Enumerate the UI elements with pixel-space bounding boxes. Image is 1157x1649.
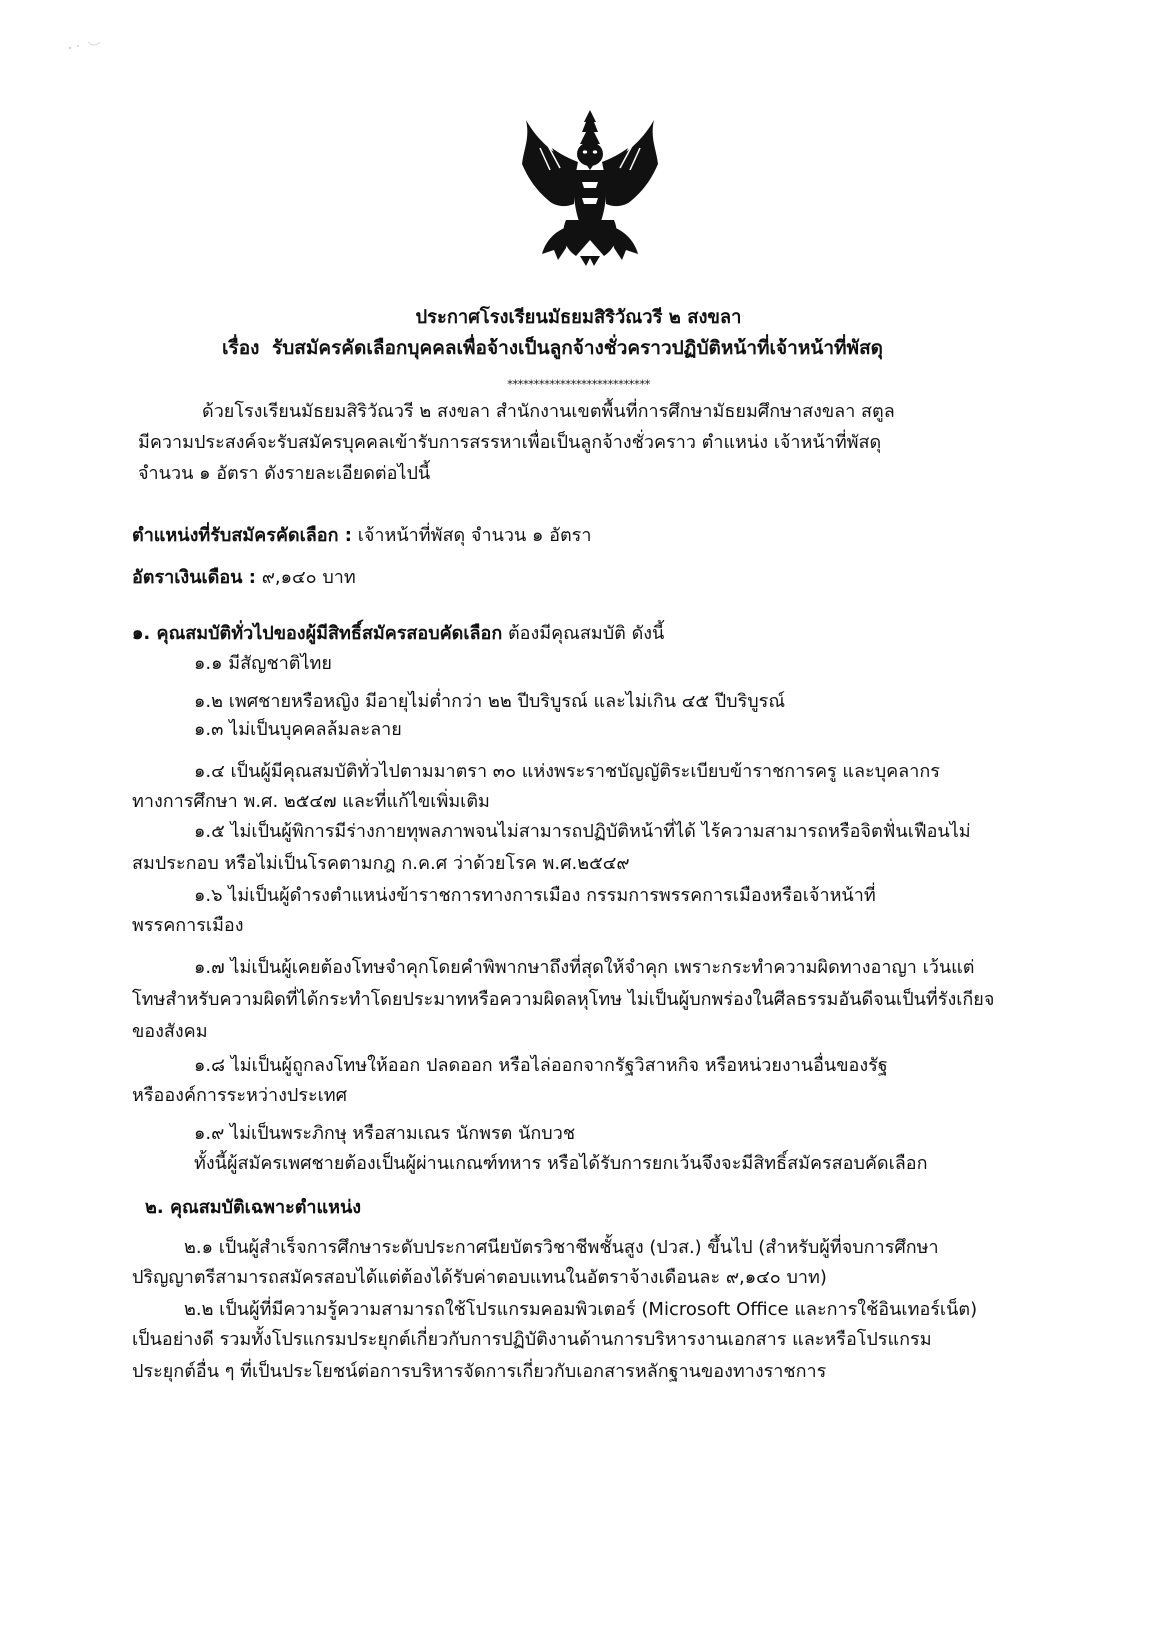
item-1-7-cont-2: ของสังคม [132, 1021, 208, 1042]
item-2-2-cont-2: ประยุกต์อื่น ๆ ที่เป็นประโยชน์ต่อการบริหารจัดการเกี่ยวกับเอกสารหลักฐานของทางราชการ [132, 1361, 827, 1382]
item-2-2: ๒.๒ เป็นผู้ที่มีความรู้ความสามารถใช้โปรแกรมคอมพิวเตอร์ (Microsoft Office และการใช้อินเทอร์เน็ต) [184, 1299, 978, 1320]
scan-speck [64, 38, 104, 52]
garuda-emblem-icon [520, 108, 660, 268]
section1-heading: ๑. คุณสมบัติทั่วไปของผู้มีสิทธิ์สมัครสอบคัดเลือก [132, 623, 503, 644]
intro-line-3: จำนวน ๑ อัตรา ดังรายละเอียดต่อไปนี้ [138, 463, 431, 484]
item-1-4-cont: ทางการศึกษา พ.ศ. ๒๕๔๗ และที่แก้ไขเพิ่มเติม [132, 791, 490, 812]
item-1-7-cont-1: โทษสำหรับความผิดที่ได้กระทำโดยประมาทหรือความผิดลหุโทษ ไม่เป็นผู้บกพร่องในศีลธรรมอันดีจนเป็นที่รังเกียจ [132, 989, 995, 1010]
item-2-1-cont: ปริญญาตรีสามารถสมัครสอบได้แต่ต้องได้รับค่าตอบแทนในอัตราจ้างเดือนละ ๙,๑๔๐ บาท) [132, 1267, 827, 1288]
item-1-5: ๑.๕ ไม่เป็นผู้พิการมีร่างกายทุพลภาพจนไม่สามารถปฏิบัติหน้าที่ได้ ไร้ความสามารถหรือจิตฟั่นเฟือนไม่ [194, 821, 971, 842]
position-row [132, 524, 591, 548]
document-title: ประกาศโรงเรียนมัธยมสิริวัณวรี ๒ สงขลา [415, 307, 742, 328]
salary-row [132, 566, 356, 590]
item-1-3: ๑.๓ ไม่เป็นบุคคลล้มละลาย [194, 719, 402, 740]
section1-note: ทั้งนี้ผู้สมัครเพศชายต้องเป็นผู้ผ่านเกณฑ์ทหาร หรือได้รับการยกเว้นจึงจะมีสิทธิ์สมัครสอบคัดเลือก [194, 1153, 928, 1174]
item-1-5-cont: สมประกอบ หรือไม่เป็นโรคตามกฎ ก.ค.ศ ว่าด้วยโรค พ.ศ.๒๕๔๙ [132, 853, 630, 874]
item-1-7: ๑.๗ ไม่เป็นผู้เคยต้องโทษจำคุกโดยคำพิพากษาถึงที่สุดให้จำคุก เพราะกระทำความผิดทางอาญา เว้นแต่ [194, 957, 975, 978]
section1-heading-suffix: ต้องมีคุณสมบัติ ดังนี้ [507, 623, 665, 644]
item-1-8: ๑.๘ ไม่เป็นผู้ถูกลงโทษให้ออก ปลดออก หรือไล่ออกจากรัฐวิสาหกิจ หรือหน่วยงานอื่นของรัฐ [194, 1055, 888, 1076]
item-1-4: ๑.๔ เป็นผู้มีคุณสมบัติทั่วไปตามมาตรา ๓๐ แห่งพระราชบัญญัติระเบียบข้าราชการครู และบุคลากร [194, 761, 940, 782]
salary-label: อัตราเงินเดือน : [132, 567, 256, 588]
position-value: เจ้าหน้าที่พัสดุ จำนวน ๑ อัตรา [357, 525, 592, 546]
item-1-6: ๑.๖ ไม่เป็นผู้ดำรงตำแหน่งข้าราชการทางการเมือง กรรมการพรรคการเมืองหรือเจ้าหน้าที่ [194, 885, 876, 906]
item-2-2-cont-1: เป็นอย่างดี รวมทั้งโปรแกรมประยุกต์เกี่ยวกับการปฏิบัติงานด้านการบริหารงานเอกสาร และหรือโปรแกรม [132, 1329, 932, 1350]
section2-heading: ๒. คุณสมบัติเฉพาะตำแหน่ง [145, 1197, 362, 1218]
salary-value: ๙,๑๔๐ บาท [261, 567, 356, 588]
item-1-1: ๑.๑ มีสัญชาติไทย [194, 653, 332, 674]
position-label: ตำแหน่งที่รับสมัครคัดเลือก : [132, 525, 352, 546]
subject-label: เรื่อง [222, 337, 260, 359]
item-1-8-cont: หรือองค์การระหว่างประเทศ [132, 1085, 348, 1106]
document-subject: รับสมัครคัดเลือกบุคคลเพื่อจ้างเป็นลูกจ้างชั่วคราวปฏิบัติหน้าที่เจ้าหน้าที่พัสดุ [272, 337, 884, 359]
intro-line-2: มีความประสงค์จะรับสมัครบุคคลเข้ารับการสรรหาเพื่อเป็นลูกจ้างชั่วคราว ตำแหน่ง เจ้าหน้าที่พัสดุ [138, 432, 882, 453]
item-1-2: ๑.๒ เพศชายหรือหญิง มีอายุไม่ต่ำกว่า ๒๒ ปีบริบูรณ์ และไม่เกิน ๔๕ ปีบริบูรณ์ [194, 691, 786, 712]
item-1-9: ๑.๙ ไม่เป็นพระภิกษุ หรือสามเณร นักพรต นักบวช [194, 1123, 576, 1144]
intro-line-1: ด้วยโรงเรียนมัธยมสิริวัณวรี ๒ สงขลา สำนักงานเขตพื้นที่การศึกษามัธยมศึกษาสงขลา สตูล [202, 401, 895, 422]
section1-heading-row [132, 622, 664, 646]
separator-line: *************************** [507, 377, 650, 391]
item-1-6-cont: พรรคการเมือง [132, 915, 244, 936]
item-2-1: ๒.๑ เป็นผู้สำเร็จการศึกษาระดับประกาศนียบัตรวิชาชีพชั้นสูง (ปวส.) ขึ้นไป (สำหรับผู้ที่จบการศึกษา [184, 1237, 939, 1258]
